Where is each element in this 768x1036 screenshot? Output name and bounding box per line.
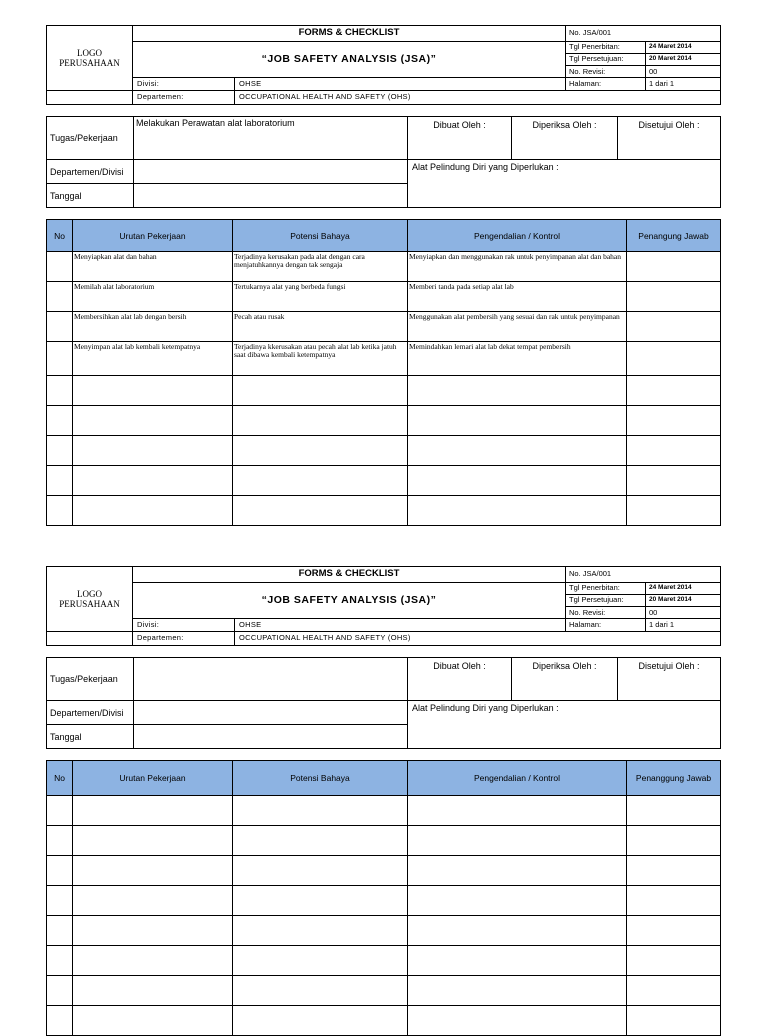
table-row — [47, 496, 721, 526]
row-urutan[interactable] — [73, 856, 233, 886]
row-kontrol[interactable] — [408, 796, 627, 826]
row-pj[interactable] — [627, 946, 721, 976]
row-no[interactable] — [47, 856, 73, 886]
row-urutan[interactable] — [73, 796, 233, 826]
doc-title: “JOB SAFETY ANALYSIS (JSA)” — [133, 582, 566, 619]
row-no[interactable] — [47, 282, 73, 312]
table-row — [47, 826, 721, 856]
tgl-persetujuan-label: Tgl Persetujuan: — [566, 594, 646, 606]
table-row — [47, 976, 721, 1006]
row-pj[interactable] — [627, 796, 721, 826]
row-bahaya[interactable] — [233, 916, 408, 946]
row-pj[interactable] — [627, 312, 721, 342]
row-pj[interactable] — [627, 282, 721, 312]
table-row — [47, 282, 721, 312]
row-pj[interactable] — [627, 826, 721, 856]
row-no[interactable] — [47, 976, 73, 1006]
row-no[interactable] — [47, 466, 73, 496]
row-kontrol[interactable] — [408, 436, 627, 466]
row-bahaya[interactable] — [233, 496, 408, 526]
row-bahaya[interactable]: Terjadinya kerusakan pada alat dengan cara menjatuhkannya dengan tak sengaja — [233, 252, 408, 282]
row-no[interactable] — [47, 376, 73, 406]
row-kontrol[interactable] — [408, 976, 627, 1006]
row-bahaya[interactable]: Tertukarnya alat yang berbeda fungsi — [233, 282, 408, 312]
row-no[interactable] — [47, 796, 73, 826]
row-no[interactable] — [47, 886, 73, 916]
row-urutan[interactable] — [73, 826, 233, 856]
tanggal-label: Tanggal — [47, 725, 134, 749]
task-table — [46, 760, 721, 1036]
tgl-penerbitan-value: 24 Maret 2014 — [646, 41, 721, 53]
row-no[interactable] — [47, 252, 73, 282]
row-kontrol[interactable] — [408, 886, 627, 916]
forms-title: FORMS & CHECKLIST — [133, 567, 566, 583]
row-bahaya[interactable] — [233, 436, 408, 466]
divisi-label: Divisi: — [133, 619, 235, 631]
row-pj[interactable] — [627, 1006, 721, 1036]
row-pj[interactable] — [627, 436, 721, 466]
column-header-pj: Penanggung Jawab — [627, 761, 721, 796]
divisi-label: Divisi: — [133, 78, 235, 90]
departemen-label: Departemen: — [133, 90, 235, 105]
company-logo: LOGO PERUSAHAAN — [47, 26, 133, 91]
tgl-persetujuan-label: Tgl Persetujuan: — [566, 53, 646, 65]
row-no[interactable] — [47, 916, 73, 946]
row-bahaya[interactable] — [233, 406, 408, 436]
row-bahaya[interactable]: Terjadinya kkerusakan atau pecah alat lab ketika jatuh saat dibawa kembali ketempatnya — [233, 342, 408, 376]
row-bahaya[interactable] — [233, 856, 408, 886]
row-urutan[interactable] — [73, 376, 233, 406]
tugas-field[interactable] — [134, 658, 408, 701]
column-header-kontrol: Pengendalian / Kontrol — [408, 761, 627, 796]
row-urutan[interactable]: Membersihkan alat lab dengan bersih — [73, 312, 233, 342]
row-bahaya[interactable] — [233, 826, 408, 856]
dibuat-oleh-label: Dibuat Oleh : — [408, 117, 512, 160]
row-no[interactable] — [47, 406, 73, 436]
jsa-form-2 — [46, 566, 720, 1036]
row-pj[interactable] — [627, 976, 721, 1006]
row-bahaya[interactable]: Pecah atau rusak — [233, 312, 408, 342]
halaman-value: 1 dari 1 — [646, 78, 721, 90]
row-pj[interactable] — [627, 376, 721, 406]
tanggal-field[interactable] — [134, 184, 408, 208]
row-kontrol[interactable]: Memberi tanda pada setiap alat lab — [408, 282, 627, 312]
row-kontrol[interactable] — [408, 856, 627, 886]
column-header-bahaya: Potensi Bahaya — [233, 761, 408, 796]
row-bahaya[interactable] — [233, 946, 408, 976]
row-kontrol[interactable]: Menyiapkan dan menggunakan rak untuk penyimpanan alat dan bahan — [408, 252, 627, 282]
form-header — [46, 566, 721, 646]
tgl-penerbitan-value: 24 Maret 2014 — [646, 582, 721, 594]
row-no[interactable] — [47, 496, 73, 526]
row-bahaya[interactable] — [233, 976, 408, 1006]
row-urutan[interactable]: Memilah alat laboratorium — [73, 282, 233, 312]
tanggal-label: Tanggal — [47, 184, 134, 208]
tgl-penerbitan-label: Tgl Penerbitan: — [566, 41, 646, 53]
row-pj[interactable] — [627, 252, 721, 282]
halaman-label: Halaman: — [566, 619, 646, 631]
row-kontrol[interactable] — [408, 496, 627, 526]
disetujui-oleh-label: Disetujui Oleh : — [618, 658, 721, 701]
column-header-urutan: Urutan Pekerjaan — [73, 220, 233, 252]
task-table — [46, 219, 721, 526]
row-no[interactable] — [47, 826, 73, 856]
departemen-label: Departemen: — [133, 631, 235, 646]
row-pj[interactable] — [627, 916, 721, 946]
row-kontrol[interactable] — [408, 376, 627, 406]
table-row — [47, 796, 721, 826]
departemen-divisi-label: Departemen/Divisi — [47, 160, 134, 184]
diperiksa-oleh-label: Diperiksa Oleh : — [512, 658, 618, 701]
tanggal-field[interactable] — [134, 725, 408, 749]
table-row — [47, 436, 721, 466]
row-no[interactable] — [47, 1006, 73, 1036]
doc-number: No. JSA/001 — [566, 26, 721, 42]
column-header-bahaya: Potensi Bahaya — [233, 220, 408, 252]
column-header-urutan: Urutan Pekerjaan — [73, 761, 233, 796]
column-header-no: No — [47, 220, 73, 252]
row-pj[interactable] — [627, 466, 721, 496]
no-revisi-value: 00 — [646, 607, 721, 619]
tgl-persetujuan-value: 20 Maret 2014 — [646, 594, 721, 606]
row-bahaya[interactable] — [233, 466, 408, 496]
column-header-kontrol: Pengendalian / Kontrol — [408, 220, 627, 252]
row-kontrol[interactable] — [408, 946, 627, 976]
row-urutan[interactable]: Menyiapkan alat dan bahan — [73, 252, 233, 282]
row-kontrol[interactable] — [408, 406, 627, 436]
halaman-value: 1 dari 1 — [646, 619, 721, 631]
row-bahaya[interactable] — [233, 796, 408, 826]
row-kontrol[interactable]: Menggunakan alat pembersih yang sesuai dan rak untuk penyimpanan — [408, 312, 627, 342]
row-kontrol[interactable] — [408, 916, 627, 946]
row-urutan[interactable] — [73, 916, 233, 946]
divisi-value: OHSE — [235, 619, 566, 631]
row-pj[interactable] — [627, 856, 721, 886]
row-pj[interactable] — [627, 342, 721, 376]
info-block — [46, 657, 721, 749]
doc-title: “JOB SAFETY ANALYSIS (JSA)” — [133, 41, 566, 78]
row-kontrol[interactable]: Memindahkan lemari alat lab dekat tempat pembersih — [408, 342, 627, 376]
departemen-divisi-label: Departemen/Divisi — [47, 701, 134, 725]
company-logo: LOGO PERUSAHAAN — [47, 567, 133, 632]
departemen-divisi-field[interactable] — [134, 701, 408, 725]
row-urutan[interactable] — [73, 1006, 233, 1036]
table-row — [47, 312, 721, 342]
column-header-pj: Penangung Jawab — [627, 220, 721, 252]
row-urutan[interactable] — [73, 976, 233, 1006]
no-revisi-value: 00 — [646, 66, 721, 78]
row-urutan[interactable] — [73, 496, 233, 526]
doc-number: No. JSA/001 — [566, 567, 721, 583]
table-row — [47, 342, 721, 376]
tugas-label: Tugas/Pekerjaan — [47, 658, 134, 701]
table-row — [47, 916, 721, 946]
row-urutan[interactable] — [73, 886, 233, 916]
table-row — [47, 376, 721, 406]
row-pj[interactable] — [627, 496, 721, 526]
row-pj[interactable] — [627, 406, 721, 436]
tugas-field[interactable]: Melakukan Perawatan alat laboratorium — [134, 117, 408, 160]
row-kontrol[interactable] — [408, 466, 627, 496]
apd-field[interactable]: Alat Pelindung Diri yang Diperlukan : — [408, 701, 721, 749]
divisi-value: OHSE — [235, 78, 566, 90]
row-bahaya[interactable] — [233, 886, 408, 916]
departemen-value: OCCUPATIONAL HEALTH AND SAFETY (OHS) — [235, 90, 721, 105]
dibuat-oleh-label: Dibuat Oleh : — [408, 658, 512, 701]
jsa-form-1 — [46, 25, 720, 526]
no-revisi-label: No. Revisi: — [566, 607, 646, 619]
row-urutan[interactable] — [73, 466, 233, 496]
row-pj[interactable] — [627, 886, 721, 916]
row-urutan[interactable] — [73, 946, 233, 976]
logo-spacer — [47, 90, 133, 105]
form-header — [46, 25, 721, 105]
row-urutan[interactable]: Menyimpan alat lab kembali ketempatnya — [73, 342, 233, 376]
disetujui-oleh-label: Disetujui Oleh : — [618, 117, 721, 160]
row-no[interactable] — [47, 946, 73, 976]
row-kontrol[interactable] — [408, 1006, 627, 1036]
table-row — [47, 946, 721, 976]
departemen-divisi-field[interactable] — [134, 160, 408, 184]
diperiksa-oleh-label: Diperiksa Oleh : — [512, 117, 618, 160]
info-block — [46, 116, 721, 208]
column-header-no: No — [47, 761, 73, 796]
apd-field[interactable]: Alat Pelindung Diri yang Diperlukan : — [408, 160, 721, 208]
table-row — [47, 466, 721, 496]
no-revisi-label: No. Revisi: — [566, 66, 646, 78]
table-row — [47, 406, 721, 436]
row-no[interactable] — [47, 312, 73, 342]
row-kontrol[interactable] — [408, 826, 627, 856]
halaman-label: Halaman: — [566, 78, 646, 90]
table-row — [47, 856, 721, 886]
row-urutan[interactable] — [73, 406, 233, 436]
tugas-label: Tugas/Pekerjaan — [47, 117, 134, 160]
table-row — [47, 886, 721, 916]
departemen-value: OCCUPATIONAL HEALTH AND SAFETY (OHS) — [235, 631, 721, 646]
logo-spacer — [47, 631, 133, 646]
row-bahaya[interactable] — [233, 376, 408, 406]
row-bahaya[interactable] — [233, 1006, 408, 1036]
row-no[interactable] — [47, 342, 73, 376]
table-row — [47, 252, 721, 282]
table-row — [47, 1006, 721, 1036]
forms-title: FORMS & CHECKLIST — [133, 26, 566, 42]
row-urutan[interactable] — [73, 436, 233, 466]
tgl-penerbitan-label: Tgl Penerbitan: — [566, 582, 646, 594]
row-no[interactable] — [47, 436, 73, 466]
tgl-persetujuan-value: 20 Maret 2014 — [646, 53, 721, 65]
